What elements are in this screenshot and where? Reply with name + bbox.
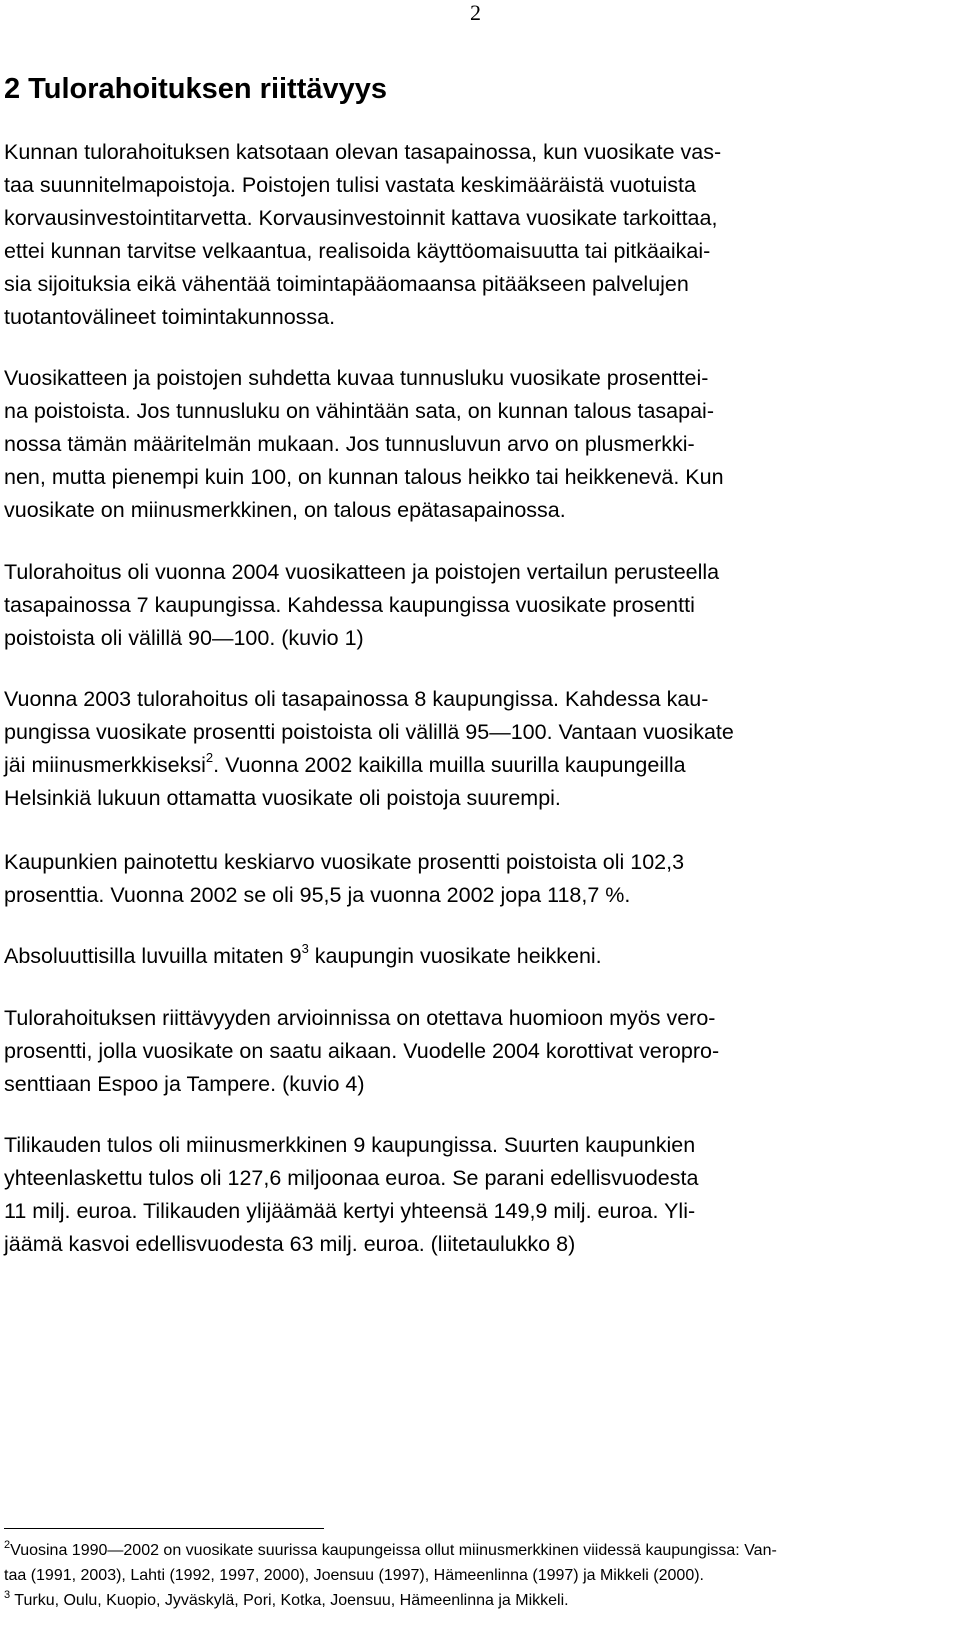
paragraph-line: taa suunnitelmapoistoja. Poistojen tulisi vastata keskimääräistä vuotuista bbox=[4, 173, 696, 197]
paragraph-line: ettei kunnan tarvitse velkaantua, realisoida käyttöomaisuutta tai pitkäaikai- bbox=[4, 239, 711, 263]
paragraph-line: korvausinvestointitarvetta. Korvausinvestoinnit kattava vuosikate tarkoittaa, bbox=[4, 206, 718, 230]
paragraph-line: vuosikate on miinusmerkkinen, on talous epätasapainossa. bbox=[4, 498, 566, 522]
footnote-2 bbox=[4, 1538, 777, 1563]
paragraph-line-with-footnote bbox=[4, 749, 734, 782]
paragraph-line-with-footnote bbox=[4, 940, 602, 973]
paragraph-line: prosenttia. Vuonna 2002 se oli 95,5 ja vuonna 2002 jopa 118,7 %. bbox=[4, 883, 631, 907]
footnotes bbox=[4, 1538, 777, 1613]
paragraph-1 bbox=[4, 136, 721, 334]
paragraph-line: tasapainossa 7 kaupungissa. Kahdessa kaupungissa vuosikate prosentti bbox=[4, 593, 695, 617]
line-text: jäi miinusmerkkiseksi bbox=[4, 753, 206, 777]
paragraph-line: senttiaan Espoo ja Tampere. (kuvio 4) bbox=[4, 1072, 365, 1096]
paragraph-line: pungissa vuosikate prosentti poistoista oli välillä 95—100. Vantaan vuosikate bbox=[4, 720, 734, 744]
section-heading: 2 Tulorahoituksen riittävyys bbox=[4, 73, 388, 105]
footnote-separator bbox=[4, 1528, 324, 1529]
paragraph-line: nen, mutta pienempi kuin 100, on kunnan talous heikko tai heikkenevä. Kun bbox=[4, 465, 724, 489]
footnote-text: Turku, Oulu, Kuopio, Jyväskylä, Pori, Kotka, Joensuu, Hämeenlinna ja Mikkeli. bbox=[10, 1592, 569, 1609]
paragraph-5 bbox=[4, 846, 684, 912]
paragraph-line: poistoista oli välillä 90—100. (kuvio 1) bbox=[4, 626, 364, 650]
footnote-ref-2[interactable]: 2 bbox=[205, 749, 214, 765]
paragraph-line: Helsinkiä lukuun ottamatta vuosikate oli poistoja suurempi. bbox=[4, 786, 561, 810]
paragraph-line: yhteenlaskettu tulos oli 127,6 miljoonaa euroa. Se parani edellisvuodesta bbox=[4, 1166, 699, 1190]
paragraph-line: Vuonna 2003 tulorahoitus oli tasapainossa 8 kaupungissa. Kahdessa kau- bbox=[4, 687, 709, 711]
paragraph-line: sia sijoituksia eikä vähentää toimintapääomaansa pitääkseen palvelujen bbox=[4, 272, 689, 296]
paragraph-6 bbox=[4, 940, 602, 973]
paragraph-7 bbox=[4, 1002, 719, 1101]
paragraph-line: Kaupunkien painotettu keskiarvo vuosikate prosentti poistoista oli 102,3 bbox=[4, 850, 685, 874]
paragraph-8 bbox=[4, 1129, 698, 1261]
footnote-ref-3[interactable]: 3 bbox=[301, 940, 309, 956]
paragraph-line: Tulorahoituksen riittävyyden arvioinnissa on otettava huomioon myös vero- bbox=[4, 1006, 716, 1030]
paragraph-line: prosentti, jolla vuosikate on saatu aikaan. Vuodelle 2004 korottivat veropro- bbox=[4, 1039, 720, 1063]
paragraph-line: Tilikauden tulos oli miinusmerkkinen 9 kaupungissa. Suurten kaupunkien bbox=[4, 1133, 696, 1157]
line-text: Absoluuttisilla luvuilla mitaten 9 bbox=[4, 944, 302, 968]
line-text: kaupungin vuosikate heikkeni. bbox=[308, 944, 602, 968]
paragraph-line: jäämä kasvoi edellisvuodesta 63 milj. euroa. (liitetaulukko 8) bbox=[4, 1232, 576, 1256]
footnote-2-continuation: taa (1991, 2003), Lahti (1992, 1997, 2000), Joensuu (1997), Hämeenlinna (1997) ja Mikkeli (2000). bbox=[4, 1567, 704, 1584]
footnote-3 bbox=[4, 1588, 777, 1613]
paragraph-line: Vuosikatteen ja poistojen suhdetta kuvaa tunnusluku vuosikate prosenttei- bbox=[4, 366, 709, 390]
line-text: . Vuonna 2002 kaikilla muilla suurilla kaupungeilla bbox=[213, 753, 686, 777]
footnote-mark: 3 bbox=[4, 1588, 11, 1601]
paragraph-line: tuotantovälineet toimintakunnossa. bbox=[4, 305, 336, 329]
paragraph-3 bbox=[4, 556, 719, 655]
footnote-text: Vuosina 1990—2002 on vuosikate suurissa kaupungeissa ollut miinusmerkkinen viidessä kaupungissa: Van- bbox=[10, 1542, 777, 1559]
paragraph-line: nossa tämän määritelmän mukaan. Jos tunnusluvun arvo on plusmerkki- bbox=[4, 432, 695, 456]
footnote-mark: 2 bbox=[4, 1538, 11, 1551]
paragraph-line: Tulorahoitus oli vuonna 2004 vuosikatteen ja poistojen vertailun perusteella bbox=[4, 560, 720, 584]
page-number: 2 bbox=[470, 0, 481, 25]
paragraph-2 bbox=[4, 362, 724, 527]
paragraph-line: 11 milj. euroa. Tilikauden ylijäämää kertyi yhteensä 149,9 milj. euroa. Yli- bbox=[4, 1199, 696, 1223]
paragraph-line: Kunnan tulorahoituksen katsotaan olevan tasapainossa, kun vuosikate vas- bbox=[4, 140, 722, 164]
paragraph-4 bbox=[4, 683, 734, 815]
paragraph-line: na poistoista. Jos tunnusluku on vähintään sata, on kunnan talous tasapai- bbox=[4, 399, 714, 423]
